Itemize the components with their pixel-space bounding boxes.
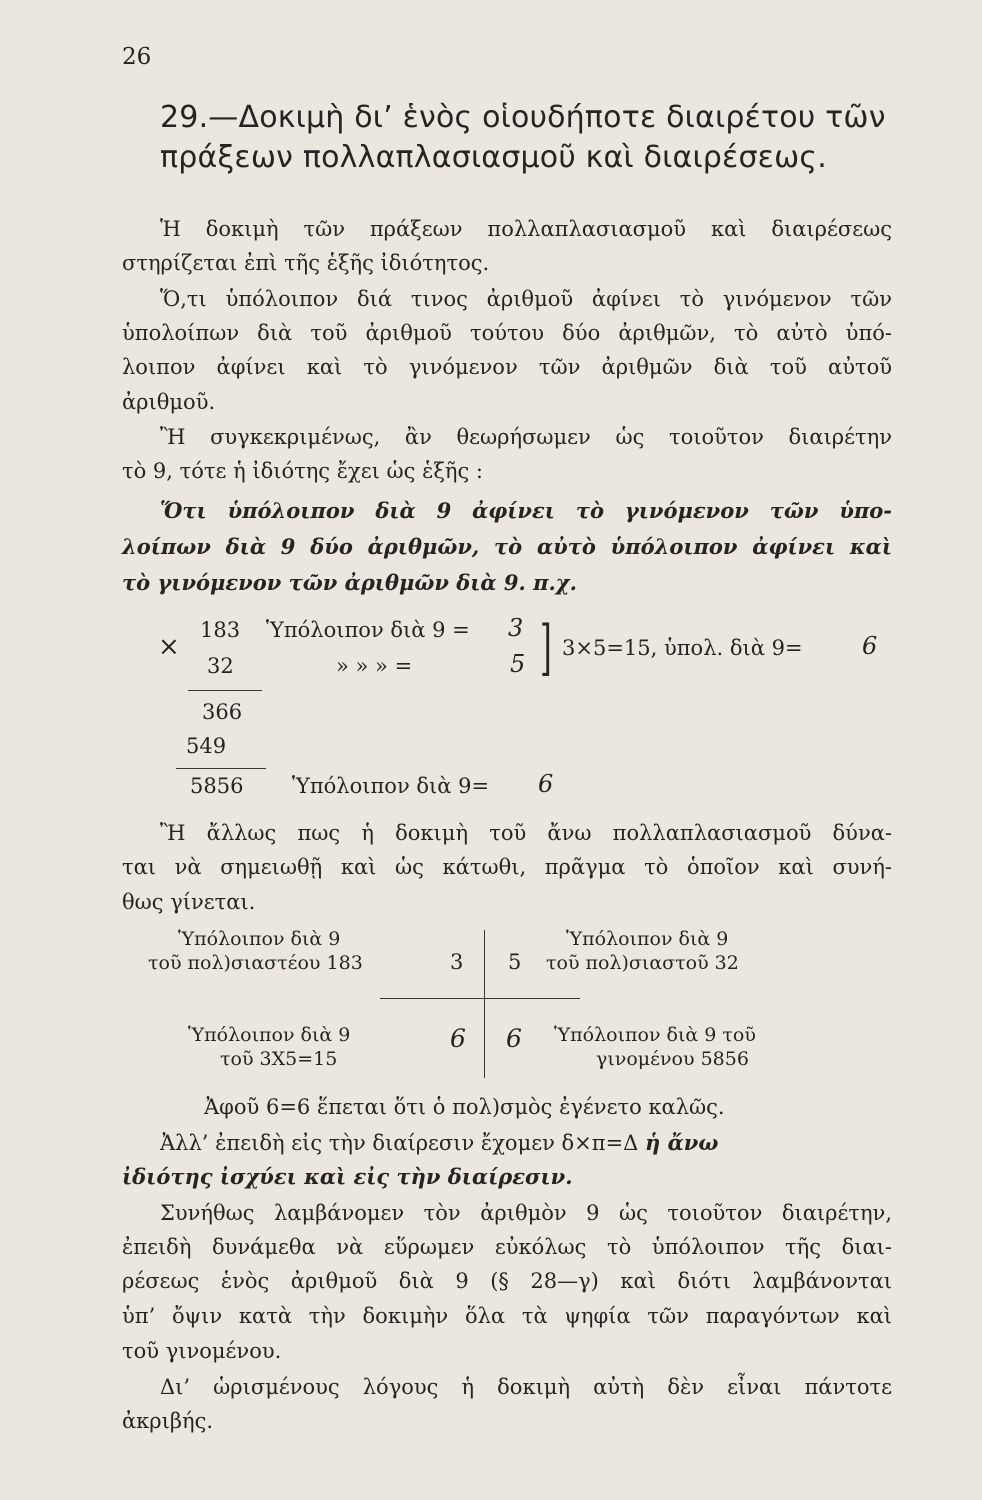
paragraph-line: Ἀφοῦ 6=6 ἕπεται ὅτι ὁ πολ)σμὸς ἐγένετο καλῶς. <box>204 1095 725 1119</box>
multiplier: 32 <box>207 654 234 678</box>
paragraph-line: ρέσεως ἑνὸς ἀριθμοῦ διὰ 9 (§ 28—γ) καὶ διότι λαμβάνονται <box>122 1269 892 1293</box>
top-right-label: τοῦ πολ)σιαστοῦ 32 <box>546 952 739 974</box>
bracket: ] <box>540 613 552 683</box>
partial-product: 366 <box>202 700 243 724</box>
paragraph-line: θως γίνεται. <box>122 890 256 914</box>
paragraph-line: ται νὰ σημειωθῇ καὶ ὡς κάτωθι, πρᾶγμα τὸ ὁποῖον καὶ συνή- <box>122 855 892 879</box>
italic-statement-line: Ὅτι ὑπόλοιπον διὰ 9 ἀφίνει τὸ γινόμενον τῶν ὑπο- <box>160 498 892 523</box>
top-right-label: Ὑπόλοιπον διὰ 9 <box>566 928 729 950</box>
remainder-label: » » » = <box>336 654 413 678</box>
paragraph-line: τὸ 9, τότε ἡ ἰδιότης ἔχει ὡς ἑξῆς : <box>122 459 483 483</box>
paragraph-italic-text: ἡ ἄνω <box>645 1130 719 1155</box>
paragraph-line: Συνήθως λαμβάνομεν τὸν ἀριθμὸν 9 ὡς τοιοῦτον διαιρέτην, <box>160 1201 892 1225</box>
times-sign: × <box>158 632 180 662</box>
paragraph-line: λοιπον ἀφίνει καὶ τὸ γινόμενον τῶν ἀριθμῶν διὰ τοῦ αὐτοῦ <box>122 355 892 379</box>
paragraph-line: Ἢ ἄλλως πως ἡ δοκιμὴ τοῦ ἄνω πολλαπλασιασμοῦ δύνα- <box>160 821 892 845</box>
bottom-right-label: Ὑπόλοιπον διὰ 9 τοῦ <box>554 1024 756 1046</box>
paragraph-line: ἀριθμοῦ. <box>122 390 216 414</box>
cross-horizontal-line <box>380 998 580 999</box>
top-left-label: Ὑπόλοιπον διὰ 9 <box>178 928 341 950</box>
section-heading-line-1: 29.—Δοκιμὴ δι’ ἑνὸς οἱουδήποτε διαιρέτου τῶν <box>160 100 886 135</box>
page-number: 26 <box>122 44 152 70</box>
paragraph-line: ὑπ’ ὄψιν κατὰ τὴν δοκιμὴν ὅλα τὰ ψηφία τῶν παραγόντων καὶ <box>122 1304 892 1328</box>
paragraph-line: Ἡ δοκιμὴ τῶν πράξεων πολλαπλασιασμοῦ καὶ διαιρέσεως <box>160 217 892 241</box>
cross-vertical-line <box>484 930 485 1078</box>
italic-statement-line: λοίπων διὰ 9 δύο ἀριθμῶν, τὸ αὐτὸ ὑπόλοιπον ἀφίνει καὶ <box>122 534 892 559</box>
side-calculation: 3×5=15, ὑπολ. διὰ 9= <box>562 636 803 660</box>
remainder-value: 3 <box>508 614 524 642</box>
side-calculation-value: 6 <box>862 632 878 660</box>
paragraph-line: ἀκριβής. <box>122 1409 214 1433</box>
remainder-label: Ὑπόλοιπον διὰ 9 = <box>266 618 470 642</box>
section-heading-line-2: πράξεων πολλαπλασιασμοῦ καὶ διαιρέσεως. <box>160 140 827 175</box>
paragraph-line: Δι’ ὡρισμένους λόγους ἡ δοκιμὴ αὐτὴ δὲν εἶναι πάντοτε <box>160 1375 892 1399</box>
top-left-label: τοῦ πολ)σιαστέου 183 <box>148 952 363 974</box>
italic-statement-line: τὸ γινόμενον τῶν ἀριθμῶν διὰ 9. π.χ. <box>122 570 577 595</box>
bottom-right-value: 6 <box>506 1024 522 1053</box>
italic-statement-line: ἰδιότης ἰσχύει καὶ εἰς τὴν διαίρεσιν. <box>122 1164 573 1189</box>
paragraph-text: Ἀλλ’ ἐπειδὴ εἰς τὴν διαίρεσιν ἔχομεν δ×π=Δ <box>160 1131 646 1155</box>
paragraph-line: ὑπολοίπων διὰ τοῦ ἀριθμοῦ τούτου δύο ἀριθμῶν, τὸ αὐτὸ ὑπό- <box>122 321 892 345</box>
sum-rule <box>176 768 266 769</box>
paragraph-line: Ἢ συγκεκριμένως, ἂν θεωρήσωμεν ὡς τοιοῦτον διαιρέτην <box>160 425 892 449</box>
bottom-left-value: 6 <box>450 1024 466 1053</box>
product-remainder-value: 6 <box>538 770 554 798</box>
paragraph-line: στηρίζεται ἐπὶ τῆς ἑξῆς ἰδιότητος. <box>122 251 490 275</box>
bottom-right-label: γινομένου 5856 <box>596 1048 749 1070</box>
partial-product: 549 <box>186 734 227 758</box>
paragraph-line: ἐπειδὴ δυνάμεθα νὰ εὕρωμεν εὐκόλως τὸ ὑπόλοιπον τῆς διαι- <box>122 1235 892 1259</box>
paragraph-line: τοῦ γινομένου. <box>122 1339 282 1363</box>
bottom-left-label: Ὑπόλοιπον διὰ 9 <box>188 1024 351 1046</box>
top-right-value: 5 <box>508 950 522 974</box>
multiplication-rule <box>188 690 262 691</box>
product: 5856 <box>190 774 244 798</box>
product-remainder-label: Ὑπόλοιπον διὰ 9= <box>292 774 490 798</box>
remainder-value: 5 <box>510 650 526 678</box>
paragraph-line <box>160 1128 718 1158</box>
bottom-left-label: τοῦ 3Χ5=15 <box>220 1048 338 1070</box>
top-left-value: 3 <box>450 950 464 974</box>
multiplicand: 183 <box>200 618 241 642</box>
paragraph-line: Ὅ,τι ὑπόλοιπον διά τινος ἀριθμοῦ ἀφίνει τὸ γινόμενον τῶν <box>160 287 892 311</box>
